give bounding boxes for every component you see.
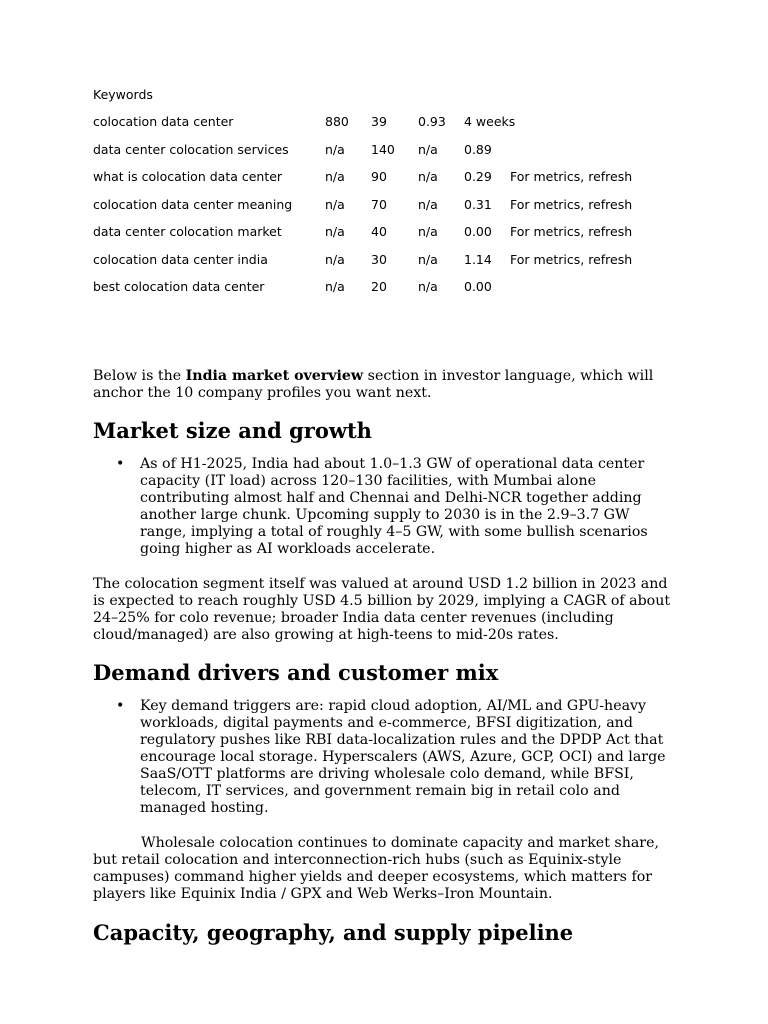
table-cell: 20 (371, 279, 387, 294)
table-cell: For metrics, refresh (510, 169, 633, 184)
table-cell: best colocation data center (93, 279, 265, 294)
table-cell: n/a (325, 169, 345, 184)
table-cell: n/a (325, 196, 345, 212)
heading-market-size: Market size and growth (93, 418, 372, 443)
bullet-icon: • (116, 456, 125, 472)
document-body (93, 368, 673, 945)
table-cell: n/a (418, 141, 438, 157)
table-cell: data center colocation services (93, 141, 289, 157)
table-cell: 1.14 (464, 251, 492, 267)
list-item (116, 698, 673, 817)
demand-bullet-text: Key demand triggers are: rapid cloud adoption, AI/ML and GPU-heavy workloads, digital payments and e-commerce, BFSI digitization, and regulatory pushes like RBI data-localization rules and the DPDP Act that encourage local storage. Hyperscalers (AWS, Azure, GCP, OCI) and large SaaS/OTT platforms are driving wholesale colo demand, while BFSI, telecom, IT services, and government remain big in retail colo and managed hosting. (140, 698, 666, 816)
table-cell: colocation data center meaning (93, 196, 293, 212)
table-cell: n/a (418, 224, 438, 239)
table-cell: n/a (325, 279, 345, 294)
table-cell: 90 (371, 169, 387, 184)
table-cell: For metrics, refresh (510, 224, 633, 239)
intro-text: Below is the (93, 368, 186, 384)
list-item (116, 456, 673, 558)
table-cell: 0.93 (418, 114, 446, 129)
table-cell: 4 weeks (464, 114, 516, 129)
table-cell: 40 (371, 224, 387, 239)
intro-text-end: section in investor language, which will anchor the 10 company profiles you want next. (93, 368, 654, 401)
market-paragraph: The colocation segment itself was valued at around USD 1.2 billion in 2023 and is expected to reach roughly USD 4.5 billion by 2029, implying a CAGR of about 24–25% for colo revenue; broader India data center revenues (including cloud/managed) are also growing at high-teens to mid-20s rates. (93, 576, 671, 643)
table-cell: 39 (371, 114, 387, 129)
intro-paragraph (93, 368, 673, 402)
market-bullet-list (93, 456, 673, 558)
table-cell: n/a (418, 251, 438, 267)
table-cell: data center colocation market (93, 224, 282, 239)
table-cell: what is colocation data center (93, 169, 283, 184)
table-cell: For metrics, refresh (510, 196, 633, 212)
demand-paragraph: Wholesale colocation continues to dominate capacity and market share, but retail colocation and interconnection-rich hubs (such as Equinix-style campuses) command higher yields and deeper ecosystems, which matters for players like Equinix India / GPX and Web Werks–Iron Mountain. (93, 835, 659, 902)
bullet-icon: • (116, 698, 125, 714)
table-cell: 0.00 (464, 279, 492, 294)
table-cell: 0.31 (464, 196, 492, 212)
table-cell: 0.29 (464, 169, 492, 184)
demand-bullet-list (93, 698, 673, 817)
table-cell: 0.89 (464, 141, 492, 157)
table-cell: n/a (325, 141, 345, 157)
table-cell: 880 (325, 114, 349, 129)
table-cell: n/a (418, 279, 438, 294)
table-cell: colocation data center india (93, 251, 268, 267)
table-cell: 0.00 (464, 224, 492, 239)
table-cell: n/a (325, 224, 345, 239)
table-cell: 30 (371, 251, 387, 267)
table-cell: colocation data center (93, 114, 234, 129)
table-cell: 140 (371, 141, 395, 157)
market-bullet-text: As of H1-2025, India had about 1.0–1.3 GW of operational data center capacity (IT load) across 120–130 facilities, with Mumbai alone contributing almost half and Chennai and Delhi-NCR together adding another large chunk. Upcoming supply to 2030 is in the 2.9–3.7 GW range, implying a total of roughly 4–5 GW, with some bullish scenarios going higher as AI workloads accelerate. (140, 456, 648, 557)
table-cell: 70 (371, 196, 387, 212)
heading-capacity: Capacity, geography, and supply pipeline (93, 920, 574, 945)
table-cell: For metrics, refresh (510, 251, 633, 267)
heading-demand-drivers: Demand drivers and customer mix (93, 660, 499, 685)
table-cell: n/a (418, 196, 438, 212)
keywords-header: Keywords (93, 87, 153, 102)
table-cell: n/a (418, 169, 438, 184)
intro-bold-text: India market overview (185, 368, 364, 384)
table-cell: n/a (325, 251, 345, 267)
